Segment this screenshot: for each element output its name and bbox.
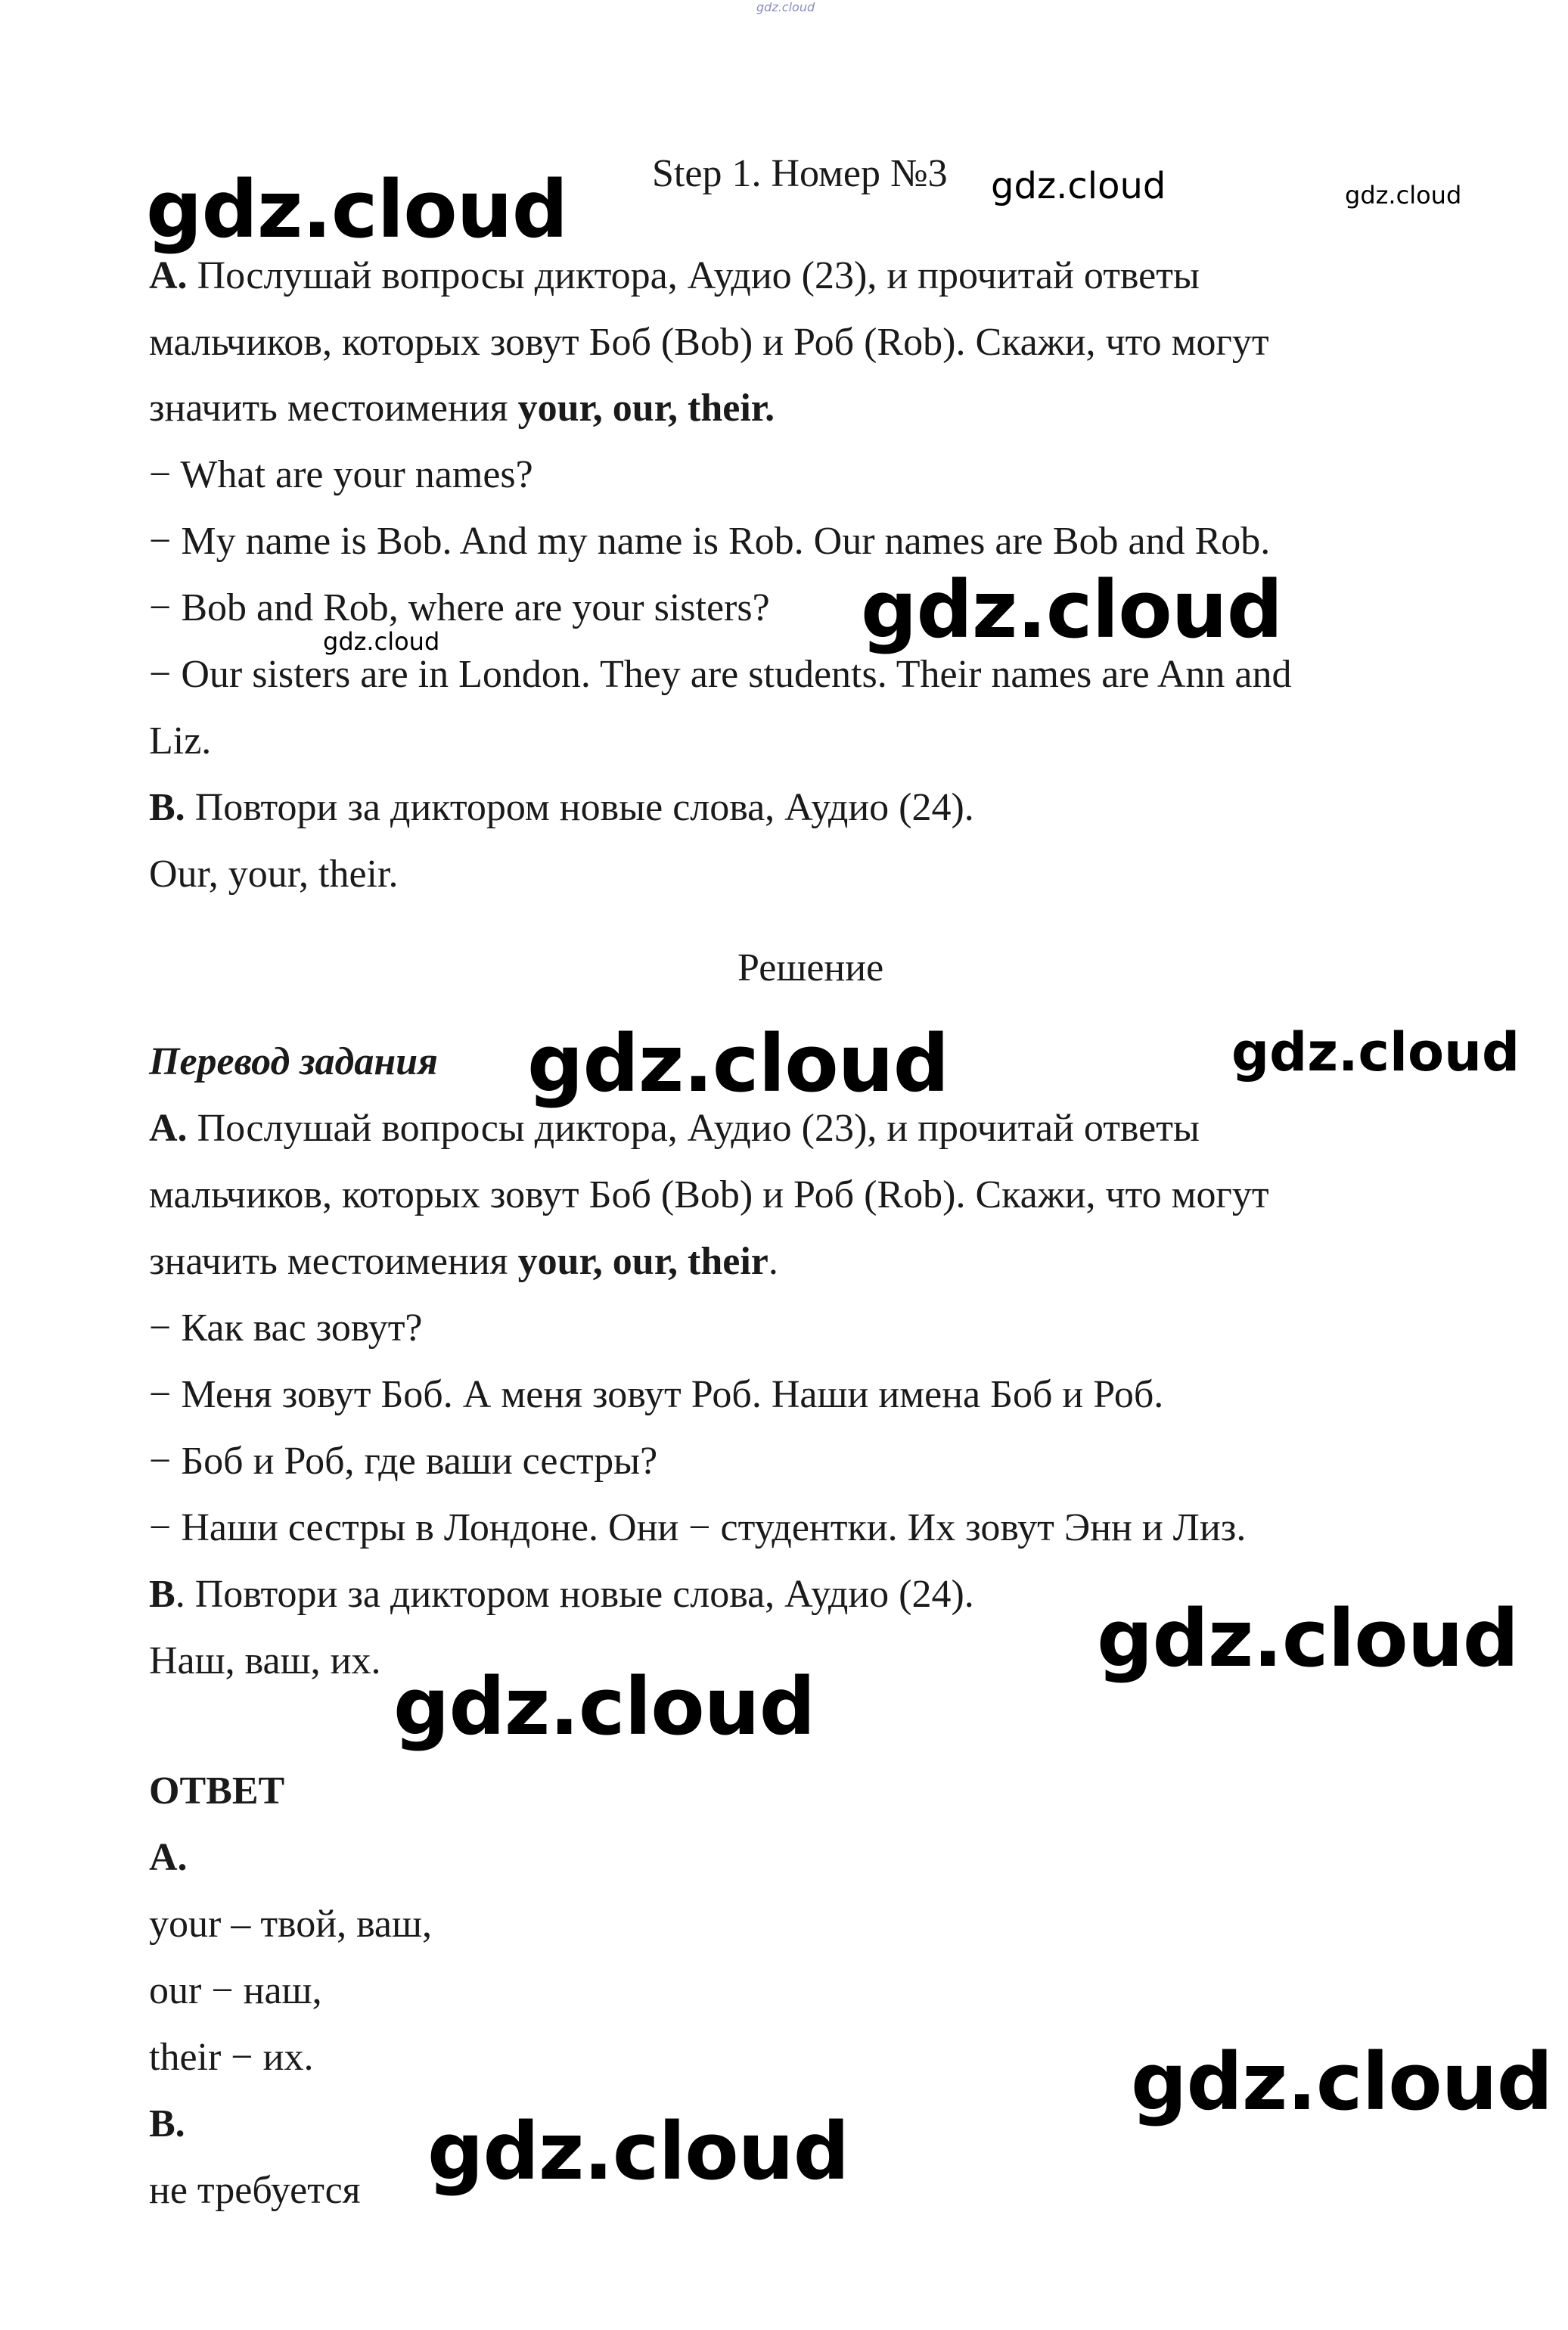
translation-a-text-3: значить местоимения	[149, 1240, 518, 1283]
answer-b-text: не требуется	[149, 2169, 361, 2212]
answer-heading-text: ОТВЕТ	[149, 1769, 285, 1813]
answer-a-label: A.	[149, 1836, 188, 1879]
task-a-text-1: Послушай вопросы диктора, Аудио (23), и прочитай ответы	[187, 254, 1200, 297]
task-dialog-line-4: − Our sisters are in London. They are students. Their names are Ann and	[149, 653, 1292, 696]
watermark-4: gdz.cloud	[861, 564, 1283, 656]
watermark-2: gdz.cloud	[991, 165, 1166, 207]
watermark-8: gdz.cloud	[1097, 1592, 1519, 1685]
task-dialog-line-3: − Bob and Rob, where are your sisters?	[149, 586, 770, 629]
translation-dialog-line-1: − Как вас зовут?	[149, 1306, 423, 1350]
translation-dialog-line-4: − Наши сестры в Лондоне. Они − студентки. Их зовут Энн и Лиз.	[149, 1506, 1247, 1549]
watermark-11: gdz.cloud	[427, 2105, 849, 2198]
task-b-label: B.	[149, 786, 185, 829]
translation-heading: Перевод задания	[149, 1040, 438, 1083]
translation-b-line	[149, 1570, 974, 1619]
task-dialog-line-2: − My name is Bob. And my name is Rob. Our names are Bob and Rob.	[149, 520, 1271, 563]
translation-a-period: .	[768, 1240, 778, 1283]
translation-a-line-3	[149, 1238, 778, 1286]
translation-b-label: B	[149, 1573, 175, 1616]
answer-item-our: our − наш,	[149, 1969, 322, 2012]
task-a-line-1	[149, 252, 1200, 300]
solution-heading: Решение	[737, 946, 884, 989]
watermark-10: gdz.cloud	[1131, 2036, 1553, 2128]
task-b-words: Our, your, their.	[149, 853, 399, 896]
task-a-line-3	[149, 384, 775, 433]
translation-dialog-line-2: − Меня зовут Боб. А меня зовут Роб. Наши имена Боб и Роб.	[149, 1373, 1164, 1416]
task-b-text: Повтори за диктором новые слова, Аудио (24).	[185, 786, 974, 829]
answer-item-their: their − их.	[149, 2036, 314, 2079]
translation-a-pronouns: your, our, their	[517, 1240, 768, 1283]
watermark-6: gdz.cloud	[527, 1017, 949, 1110]
translation-dialog-line-3: − Боб и Роб, где ваши сестры?	[149, 1440, 658, 1483]
watermark-5: gdz.cloud	[323, 627, 440, 656]
translation-b-text: . Повтори за диктором новые слова, Аудио (24).	[175, 1573, 974, 1616]
task-dialog-line-1: − What are your names?	[149, 453, 533, 496]
translation-a-text-1: Послушай вопросы диктора, Аудио (23), и прочитай ответы	[187, 1107, 1200, 1150]
translation-a-line-1	[149, 1104, 1200, 1153]
task-dialog-line-5: Liz.	[149, 719, 212, 763]
page-title: Step 1. Номер №3	[652, 152, 948, 195]
watermark-7: gdz.cloud	[1231, 1021, 1520, 1083]
translation-b-words: Наш, ваш, их.	[149, 1639, 381, 1682]
task-a-line-2: мальчиков, которых зовут Боб (Bob) и Роб (Rob). Скажи, что могут	[149, 321, 1269, 364]
translation-a-label: A.	[149, 1107, 188, 1150]
answer-item-your: your – твой, ваш,	[149, 1903, 433, 1946]
answer-b-label-line	[149, 2100, 185, 2148]
watermark-3: gdz.cloud	[1345, 181, 1462, 210]
task-a-pronouns: your, our, their.	[517, 387, 775, 430]
answer-heading	[149, 1767, 284, 1816]
task-a-label: A.	[149, 254, 188, 297]
answer-a-label-line	[149, 1834, 188, 1882]
answer-b-label: B.	[149, 2102, 185, 2145]
translation-a-line-2: мальчиков, которых зовут Боб (Bob) и Роб (Rob). Скажи, что могут	[149, 1173, 1269, 1216]
watermark-1: gdz.cloud	[146, 163, 568, 256]
watermark-top: gdz.cloud	[756, 0, 815, 14]
watermark-9: gdz.cloud	[393, 1661, 815, 1753]
task-b-line	[149, 784, 974, 832]
task-a-text-3: значить местоимения	[149, 387, 518, 430]
